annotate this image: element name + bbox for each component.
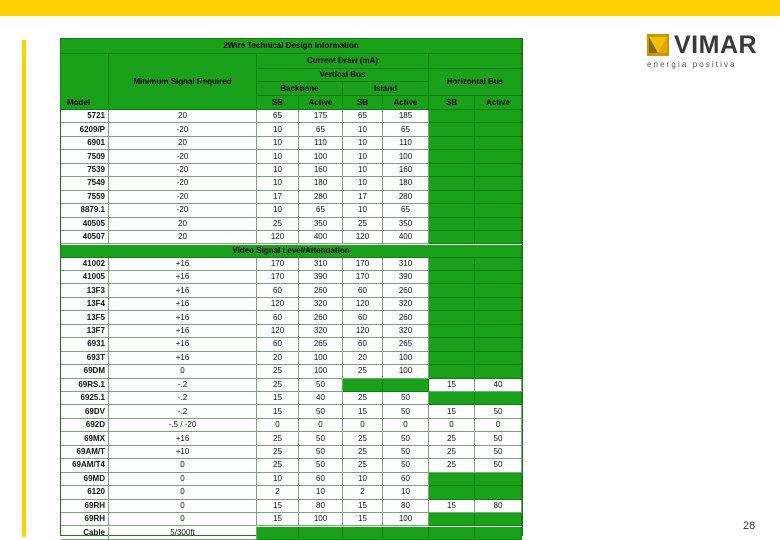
value-cell: 120 (257, 231, 299, 244)
value-cell (475, 527, 522, 540)
value-cell: 15 (257, 405, 299, 418)
value-cell (429, 258, 475, 271)
value-cell: 60 (257, 338, 299, 351)
value-cell (475, 164, 522, 177)
value-cell: 390 (383, 271, 429, 284)
value-cell: 180 (383, 177, 429, 190)
table-title: 2Wire Technical Design Information (61, 39, 522, 54)
value-cell: 25 (257, 432, 299, 445)
value-cell (475, 325, 522, 338)
model-cell: 13F4 (61, 298, 109, 311)
value-cell (475, 513, 522, 526)
value-cell (429, 325, 475, 338)
value-cell: 350 (383, 218, 429, 231)
value-cell: 50 (475, 459, 522, 472)
value-cell: 60 (343, 338, 383, 351)
value-cell: 10 (383, 486, 429, 499)
model-cell: 7539 (61, 164, 109, 177)
value-cell: 25 (343, 432, 383, 445)
model-cell: 69AM/T (61, 446, 109, 459)
model-cell: 7509 (61, 150, 109, 163)
value-cell: 15 (257, 392, 299, 405)
value-cell: 60 (257, 284, 299, 297)
value-cell: 15 (257, 513, 299, 526)
min-signal-header: Minimum Signal Required (109, 54, 257, 110)
value-cell: 10 (343, 204, 383, 217)
value-cell (475, 392, 522, 405)
value-cell: 25 (257, 365, 299, 378)
value-cell: 5/300ft (109, 527, 257, 540)
backbone-header: Backbone (257, 82, 343, 96)
model-cell: 69AM/T4 (61, 459, 109, 472)
value-cell: 10 (257, 123, 299, 136)
value-cell: 320 (299, 325, 343, 338)
value-cell (475, 338, 522, 351)
value-cell: 25 (257, 379, 299, 392)
value-cell: 50 (383, 392, 429, 405)
value-cell: 0 (109, 500, 257, 513)
vimar-logo-mark-icon (647, 34, 669, 56)
value-cell: 100 (299, 352, 343, 365)
value-cell: -20 (109, 191, 257, 204)
value-cell (475, 365, 522, 378)
value-cell (429, 311, 475, 324)
value-cell: 50 (383, 459, 429, 472)
value-cell: 10 (343, 123, 383, 136)
value-cell: 25 (343, 218, 383, 231)
model-cell: 692D (61, 419, 109, 432)
value-cell (429, 177, 475, 190)
sb-header: SB (343, 96, 383, 110)
value-cell: 350 (299, 218, 343, 231)
value-cell (429, 513, 475, 526)
value-cell: 170 (343, 258, 383, 271)
value-cell: 170 (257, 271, 299, 284)
model-cell: 6925.1 (61, 392, 109, 405)
value-cell (475, 123, 522, 136)
value-cell: 10 (257, 164, 299, 177)
top-accent-bar (0, 0, 780, 16)
value-cell: 25 (429, 432, 475, 445)
value-cell: 0 (257, 419, 299, 432)
value-cell: 265 (383, 338, 429, 351)
value-cell: 400 (299, 231, 343, 244)
value-cell: 40 (299, 392, 343, 405)
value-cell: 10 (343, 137, 383, 150)
model-cell: 69RH (61, 500, 109, 513)
value-cell: 10 (257, 204, 299, 217)
value-cell: 25 (257, 459, 299, 472)
value-cell: 80 (383, 500, 429, 513)
value-cell: -.2 (109, 379, 257, 392)
value-cell: 25 (343, 392, 383, 405)
value-cell (475, 177, 522, 190)
model-cell: 13F7 (61, 325, 109, 338)
value-cell: 20 (257, 352, 299, 365)
value-cell: 65 (299, 204, 343, 217)
value-cell: 25 (343, 459, 383, 472)
value-cell: +16 (109, 338, 257, 351)
value-cell: 15 (343, 405, 383, 418)
value-cell: 170 (343, 271, 383, 284)
value-cell (429, 338, 475, 351)
value-cell (429, 164, 475, 177)
model-cell: 693T (61, 352, 109, 365)
value-cell: 15 (429, 500, 475, 513)
value-cell: 0 (109, 473, 257, 486)
value-cell: 170 (257, 258, 299, 271)
value-cell (475, 284, 522, 297)
value-cell: 310 (299, 258, 343, 271)
design-info-table (60, 38, 523, 536)
value-cell: 25 (429, 459, 475, 472)
value-cell: 2 (343, 486, 383, 499)
model-cell: 6901 (61, 137, 109, 150)
model-cell: 41005 (61, 271, 109, 284)
value-cell: 100 (299, 365, 343, 378)
value-cell: 260 (383, 311, 429, 324)
value-cell (475, 150, 522, 163)
value-cell: 260 (383, 284, 429, 297)
model-cell: 13F3 (61, 284, 109, 297)
value-cell (475, 473, 522, 486)
value-cell: 10 (257, 473, 299, 486)
value-cell: 50 (383, 405, 429, 418)
value-cell: 0 (475, 419, 522, 432)
value-cell (429, 486, 475, 499)
logo-tagline: energia positiva (647, 60, 737, 69)
value-cell: 0 (109, 513, 257, 526)
value-cell: 80 (299, 500, 343, 513)
value-cell: 310 (383, 258, 429, 271)
value-cell (475, 110, 522, 123)
model-cell: 8879.1 (61, 204, 109, 217)
value-cell: 15 (429, 405, 475, 418)
value-cell: 20 (109, 110, 257, 123)
value-cell: 25 (343, 365, 383, 378)
value-cell: +16 (109, 284, 257, 297)
value-cell: 20 (109, 218, 257, 231)
value-cell (429, 191, 475, 204)
value-cell (257, 527, 299, 540)
value-cell (429, 365, 475, 378)
value-cell: +10 (109, 446, 257, 459)
model-cell: 69RS.1 (61, 379, 109, 392)
value-cell: 185 (383, 110, 429, 123)
value-cell: 120 (257, 298, 299, 311)
model-cell: 69MX (61, 432, 109, 445)
value-cell: 320 (383, 298, 429, 311)
value-cell: 120 (343, 298, 383, 311)
value-cell: 80 (475, 500, 522, 513)
value-cell (475, 298, 522, 311)
value-cell (475, 137, 522, 150)
value-cell (429, 231, 475, 244)
value-cell: 100 (299, 150, 343, 163)
value-cell: 10 (343, 150, 383, 163)
value-cell: 120 (343, 325, 383, 338)
value-cell: 10 (257, 177, 299, 190)
left-accent-line (22, 40, 26, 537)
value-cell (429, 204, 475, 217)
value-cell: 10 (343, 473, 383, 486)
value-cell (475, 258, 522, 271)
model-cell: 69MD (61, 473, 109, 486)
active-header: Active (475, 96, 522, 110)
value-cell: -.2 (109, 392, 257, 405)
value-cell: 60 (383, 473, 429, 486)
value-cell: -.2 (109, 405, 257, 418)
island-header: Island (343, 82, 429, 96)
value-cell: 0 (383, 419, 429, 432)
value-cell: 65 (383, 123, 429, 136)
value-cell: 265 (299, 338, 343, 351)
model-cell: 7549 (61, 177, 109, 190)
value-cell: 110 (299, 137, 343, 150)
value-cell (475, 486, 522, 499)
value-cell: 0 (109, 486, 257, 499)
value-cell: -.5 / -20 (109, 419, 257, 432)
value-cell: 180 (299, 177, 343, 190)
current-draw-header: Current Draw (mA) (257, 54, 429, 69)
value-cell: -20 (109, 204, 257, 217)
value-cell: +16 (109, 258, 257, 271)
value-cell (383, 527, 429, 540)
value-cell: -20 (109, 177, 257, 190)
value-cell: 390 (299, 271, 343, 284)
value-cell: 65 (257, 110, 299, 123)
value-cell: 15 (343, 513, 383, 526)
value-cell: 50 (299, 405, 343, 418)
value-cell (429, 473, 475, 486)
model-cell: 69RH (61, 513, 109, 526)
value-cell: 17 (257, 191, 299, 204)
value-cell (343, 379, 383, 392)
value-cell: 20 (343, 352, 383, 365)
active-header: Active (383, 96, 429, 110)
page-number: 28 (743, 520, 756, 532)
model-cell: 7559 (61, 191, 109, 204)
value-cell: 0 (429, 419, 475, 432)
value-cell: 0 (299, 419, 343, 432)
value-cell: 60 (343, 311, 383, 324)
value-cell: 25 (429, 446, 475, 459)
model-cell: 69DM (61, 365, 109, 378)
value-cell (429, 284, 475, 297)
model-cell: 13F5 (61, 311, 109, 324)
value-cell: -20 (109, 150, 257, 163)
value-cell: 50 (299, 446, 343, 459)
value-cell: 2 (257, 486, 299, 499)
sb-header: SB (257, 96, 299, 110)
value-cell: 160 (299, 164, 343, 177)
value-cell: 100 (383, 150, 429, 163)
value-cell (475, 271, 522, 284)
value-cell: 400 (383, 231, 429, 244)
value-cell (475, 218, 522, 231)
value-cell: 50 (475, 446, 522, 459)
value-cell: 280 (299, 191, 343, 204)
value-cell: 175 (299, 110, 343, 123)
value-cell (429, 123, 475, 136)
model-cell: Cable (61, 527, 109, 540)
value-cell: 160 (383, 164, 429, 177)
model-cell: 5721 (61, 110, 109, 123)
value-cell: 25 (257, 218, 299, 231)
value-cell: 100 (383, 352, 429, 365)
value-cell (429, 271, 475, 284)
value-cell: 260 (299, 284, 343, 297)
value-cell: 65 (383, 204, 429, 217)
model-cell: 6209/P (61, 123, 109, 136)
value-cell: +16 (109, 311, 257, 324)
value-cell: 15 (343, 500, 383, 513)
value-cell: 40 (475, 379, 522, 392)
current-draw-header-right (429, 54, 522, 69)
value-cell: 60 (257, 311, 299, 324)
value-cell: +16 (109, 432, 257, 445)
value-cell: 10 (299, 486, 343, 499)
active-header: Active (299, 96, 343, 110)
horizontal-bus-header: Horizontal Bus (429, 69, 522, 96)
value-cell: 10 (343, 164, 383, 177)
value-cell (429, 392, 475, 405)
value-cell: 50 (299, 459, 343, 472)
value-cell: 50 (299, 432, 343, 445)
value-cell: 120 (257, 325, 299, 338)
value-cell: 260 (299, 311, 343, 324)
value-cell (429, 137, 475, 150)
value-cell: -20 (109, 164, 257, 177)
value-cell (299, 527, 343, 540)
value-cell: 25 (343, 446, 383, 459)
value-cell: 25 (257, 446, 299, 459)
value-cell (429, 298, 475, 311)
value-cell: 10 (257, 137, 299, 150)
value-cell: 320 (383, 325, 429, 338)
model-cell: 41002 (61, 258, 109, 271)
logo-wordmark: VIMAR (674, 31, 758, 59)
model-header-label: Model (61, 96, 109, 110)
value-cell: 0 (109, 459, 257, 472)
vimar-logo (647, 32, 757, 74)
value-cell: 280 (383, 191, 429, 204)
value-cell: 50 (383, 432, 429, 445)
value-cell: 0 (109, 365, 257, 378)
value-cell: 60 (299, 473, 343, 486)
value-cell: 15 (257, 500, 299, 513)
value-cell: 20 (109, 137, 257, 150)
value-cell: 320 (299, 298, 343, 311)
value-cell: -20 (109, 123, 257, 136)
value-cell: 110 (383, 137, 429, 150)
model-cell: 6120 (61, 486, 109, 499)
sb-header: SB (429, 96, 475, 110)
value-cell: 10 (343, 177, 383, 190)
value-cell: 50 (475, 405, 522, 418)
value-cell: 100 (299, 513, 343, 526)
model-cell: 40507 (61, 231, 109, 244)
value-cell: 15 (429, 379, 475, 392)
value-cell: 100 (383, 365, 429, 378)
video-section-header: Video Signal Level/Attenuation (61, 245, 522, 258)
value-cell: 65 (299, 123, 343, 136)
value-cell (429, 527, 475, 540)
value-cell: 100 (383, 513, 429, 526)
value-cell: 50 (383, 446, 429, 459)
value-cell: 50 (299, 379, 343, 392)
value-cell (429, 218, 475, 231)
value-cell (475, 231, 522, 244)
value-cell (475, 191, 522, 204)
value-cell: 17 (343, 191, 383, 204)
value-cell: 60 (343, 284, 383, 297)
model-cell: 40505 (61, 218, 109, 231)
model-cell: 69DV (61, 405, 109, 418)
value-cell: +16 (109, 298, 257, 311)
value-cell: 0 (343, 419, 383, 432)
value-cell: +16 (109, 325, 257, 338)
value-cell: 10 (257, 150, 299, 163)
value-cell (429, 110, 475, 123)
value-cell: +16 (109, 271, 257, 284)
value-cell (429, 352, 475, 365)
value-cell (343, 527, 383, 540)
value-cell (429, 150, 475, 163)
value-cell (383, 379, 429, 392)
value-cell: +16 (109, 352, 257, 365)
value-cell: 65 (343, 110, 383, 123)
value-cell: 120 (343, 231, 383, 244)
value-cell (475, 204, 522, 217)
value-cell: 50 (475, 432, 522, 445)
value-cell (475, 352, 522, 365)
model-cell: 6931 (61, 338, 109, 351)
value-cell (475, 311, 522, 324)
vertical-bus-header: Vertical Bus (257, 69, 429, 82)
value-cell: 20 (109, 231, 257, 244)
